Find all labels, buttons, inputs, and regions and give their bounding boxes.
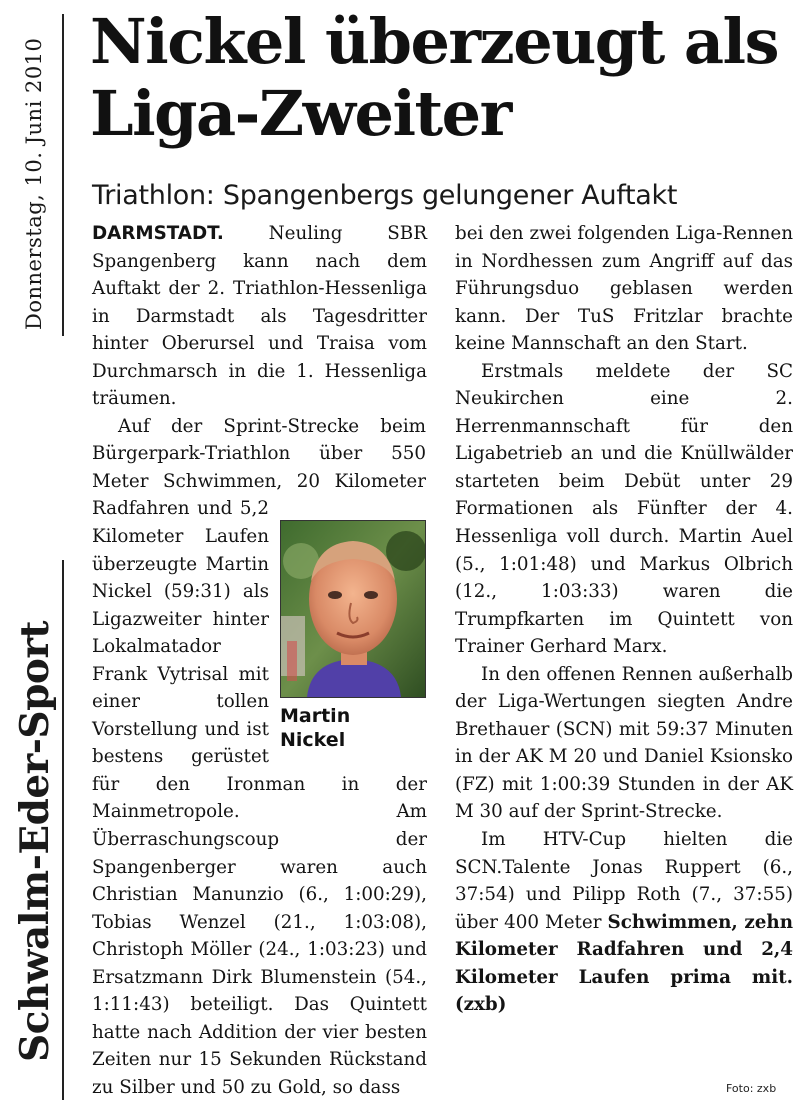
- paragraph-5-bold-text: Schwimmen, zehn Kilometer Radfahren und 2,4 Kilometer Laufen prima mit. (zxb): [455, 911, 793, 1016]
- photo-credit: Foto: zxb: [726, 1082, 777, 1095]
- paragraph-1-text: Neuling SBR Spangenberg kann nach dem Auftakt der 2. Triathlon-Hessenliga in Darmstadt als Tagesdritter hinter Oberursel und Traisa vom Durchmarsch in die 1. Hessenliga träumen.: [92, 223, 427, 410]
- paragraph-4: In den offenen Rennen außerhalb der Liga-Wertungen siegten Andre Brethauer (SCN) mit 59:37 Minuten in der AK M 20 und Daniel Ksionsko (FZ) mit 1:00:39 Stunden in der AK M 30 auf der Sprint-Strecke.: [455, 663, 793, 823]
- paragraph-lead: [92, 220, 427, 413]
- section-rubric: Schwalm-Eder-Sport: [12, 621, 58, 1062]
- dateline: DARMSTADT.: [92, 223, 224, 244]
- paragraph-5-text: Im HTV-Cup hielten die SCN.Talente Jonas Ruppert (6., 37:54) und Pilipp Roth (7., 37:55) über 400 Meter: [455, 829, 793, 933]
- side-rule-top: [62, 14, 64, 336]
- issue-date: Donnerstag, 10. Juni 2010: [22, 37, 46, 330]
- side-rule-bottom: [62, 560, 64, 1100]
- article-headline: Nickel überzeugt als Liga-Zweiter: [90, 5, 778, 150]
- photo-caption-line-1: Martin: [280, 705, 351, 727]
- paragraph-3: Erstmals meldete der SC Neukirchen eine 2. Herrenmannschaft für den Ligabetrieb an und die Knüllwälder starteten beim Debüt unter 29 Formationen als Fünfter der 4. Hessenliga voll durch. Martin Auel (5., 1:01:48) und Markus Olbrich (12., 1:03:33) waren die Trumpfkarten im Quintett von Trainer Gerhard Marx.: [455, 360, 793, 658]
- portrait-photo: [280, 520, 426, 698]
- photo-caption: [280, 704, 428, 752]
- article-column-right: [455, 220, 793, 1019]
- paragraph-2-continued: bei den zwei folgenden Liga-Rennen in Nordhessen zum Angriff auf das Führungsduo geblasen werden kann. Der TuS Fritzlar brachte keine Mannschaft an den Start.: [455, 223, 793, 355]
- photo-spacer-pad: [426, 413, 427, 520]
- photo-block: [280, 520, 428, 752]
- paragraph-2-text: Auf der Sprint-Strecke beim Bürgerpark-Triathlon über 550 Meter Schwimmen, 20 Kilometer Radfahren und 5,2 Kilometer Laufen überzeugte Martin Nickel (59:31) als Ligazweiter hinter Lokalmatador Frank Vytrisal mit einer tollen Vorstellung und ist bestens gerüstet für den Ironman in der Mainmetropole. Am Überraschungscoup der Spangenberger waren auch Christian Manunzio (6., 1:00:29), Tobias Wenzel (21., 1:03:08), Christoph Möller (24., 1:03:23) und Ersatzmann Dirk Blumenstein (54., 1:11:43) beteiligt. Das Quintett hatte nach Addition der vier besten Zeiten nur 15 Sekunden Rückstand zu Silber und 50 zu Gold, so dass: [92, 415, 427, 1098]
- paragraph-2: [92, 413, 427, 1102]
- article-subheadline: Triathlon: Spangenbergs gelungener Auftakt: [92, 180, 678, 211]
- photo-caption-line-2: Nickel: [280, 729, 346, 751]
- paragraph-5: [455, 826, 793, 1019]
- portrait-photo-image: [281, 521, 425, 697]
